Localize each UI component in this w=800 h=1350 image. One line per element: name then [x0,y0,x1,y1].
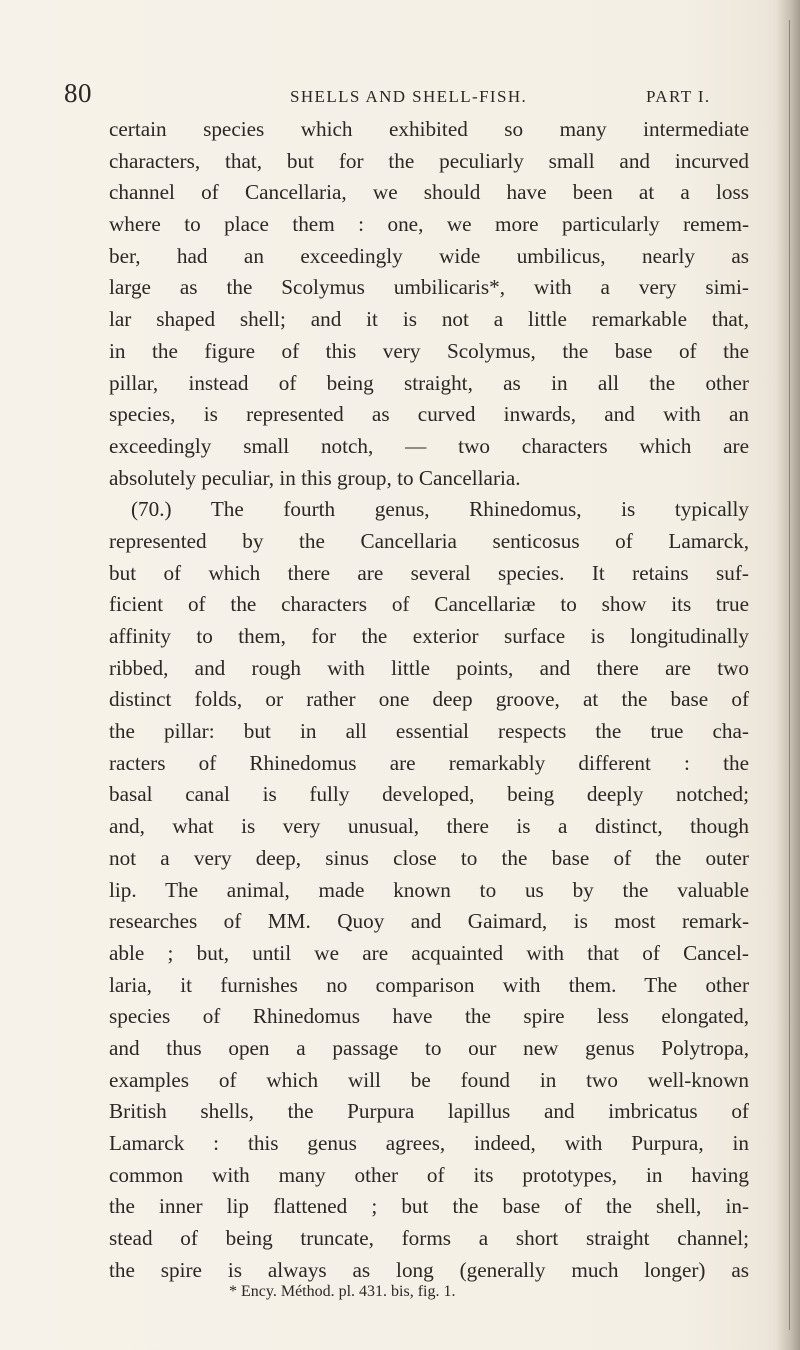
footnote: * Ency. Méthod. pl. 431. bis, fig. 1. [229,1283,456,1300]
text-line: Lamarck : this genus agrees, indeed, with Purpura, in [109,1131,749,1155]
text-line: large as the Scolymus umbilicaris*, with a very simi- [109,275,749,300]
text-line: represented by the Cancellaria senticosus of Lamarck, [109,528,749,553]
text-line: stead of being truncate, forms a short straight channel; [109,1226,749,1251]
text-line: not a very deep, sinus close to the base of the outer [109,845,749,870]
text-line: certain species which exhibited so many intermediate [109,117,749,141]
running-title: SHELLS AND SHELL-FISH. [290,87,528,106]
text-line: lar shaped shell; and it is not a little remarkable that, [109,307,749,332]
text-line: species, is represented as curved inwards, and with an [109,402,749,427]
text-line: able ; but, until we are acquainted with that of Cancel- [109,940,749,965]
page-number: 80 [64,78,92,108]
part-label: PART I. [646,87,711,106]
text-line: ficient of the characters of Cancellariæ to show its true [109,592,749,617]
text-line: laria, it furnishes no comparison with them. The other [109,972,749,997]
text-line: researches of MM. Quoy and Gaimard, is most remark- [109,909,749,934]
text-line: in the figure of this very Scolymus, the base of the [109,338,749,363]
paragraph-start-line: (70.) The fourth genus, Rhinedomus, is typically [131,497,749,522]
body-text [109,114,749,1286]
text-line: and thus open a passage to our new genus Polytropa, [109,1035,749,1060]
text-line: but of which there are several species. It retains suf- [109,560,749,585]
text-line: characters, that, but for the peculiarly small and incurved [109,148,749,173]
text-line: affinity to them, for the exterior surface is longitudinally [109,624,749,648]
text-line: the inner lip flattened ; but the base of the shell, in- [109,1194,749,1219]
text-line: species of Rhinedomus have the spire less elongated, [109,1004,749,1029]
text-line: basal canal is fully developed, being deeply notched; [109,782,749,807]
text-line: pillar, instead of being straight, as in all the other [109,370,749,395]
page-edge-shadow [776,0,800,1350]
text-line: channel of Cancellaria, we should have been at a loss [109,180,749,205]
text-line: and, what is very unusual, there is a distinct, though [109,814,749,839]
text-line: ribbed, and rough with little points, and there are two [109,655,749,680]
text-line: examples of which will be found in two well-known [109,1067,749,1092]
page-header [0,78,800,112]
page-edge-line [789,20,790,1330]
text-line: the spire is always as long (generally much longer) as [109,1257,749,1282]
text-line: common with many other of its prototypes, in having [109,1162,749,1187]
text-line: the pillar: but in all essential respects the true cha- [109,719,749,744]
text-line: racters of Rhinedomus are remarkably different : the [109,750,749,775]
text-line: exceedingly small notch, — two characters which are [109,433,749,458]
text-line: British shells, the Purpura lapillus and imbricatus of [109,1099,749,1124]
text-line: where to place them : one, we more particularly remem- [109,212,749,237]
text-line: distinct folds, or rather one deep groove, at the base of [109,687,749,712]
text-line: lip. The animal, made known to us by the valuable [109,877,749,902]
text-line: absolutely peculiar, in this group, to Cancellaria. [109,465,521,490]
text-line: ber, had an exceedingly wide umbilicus, nearly as [109,243,749,268]
